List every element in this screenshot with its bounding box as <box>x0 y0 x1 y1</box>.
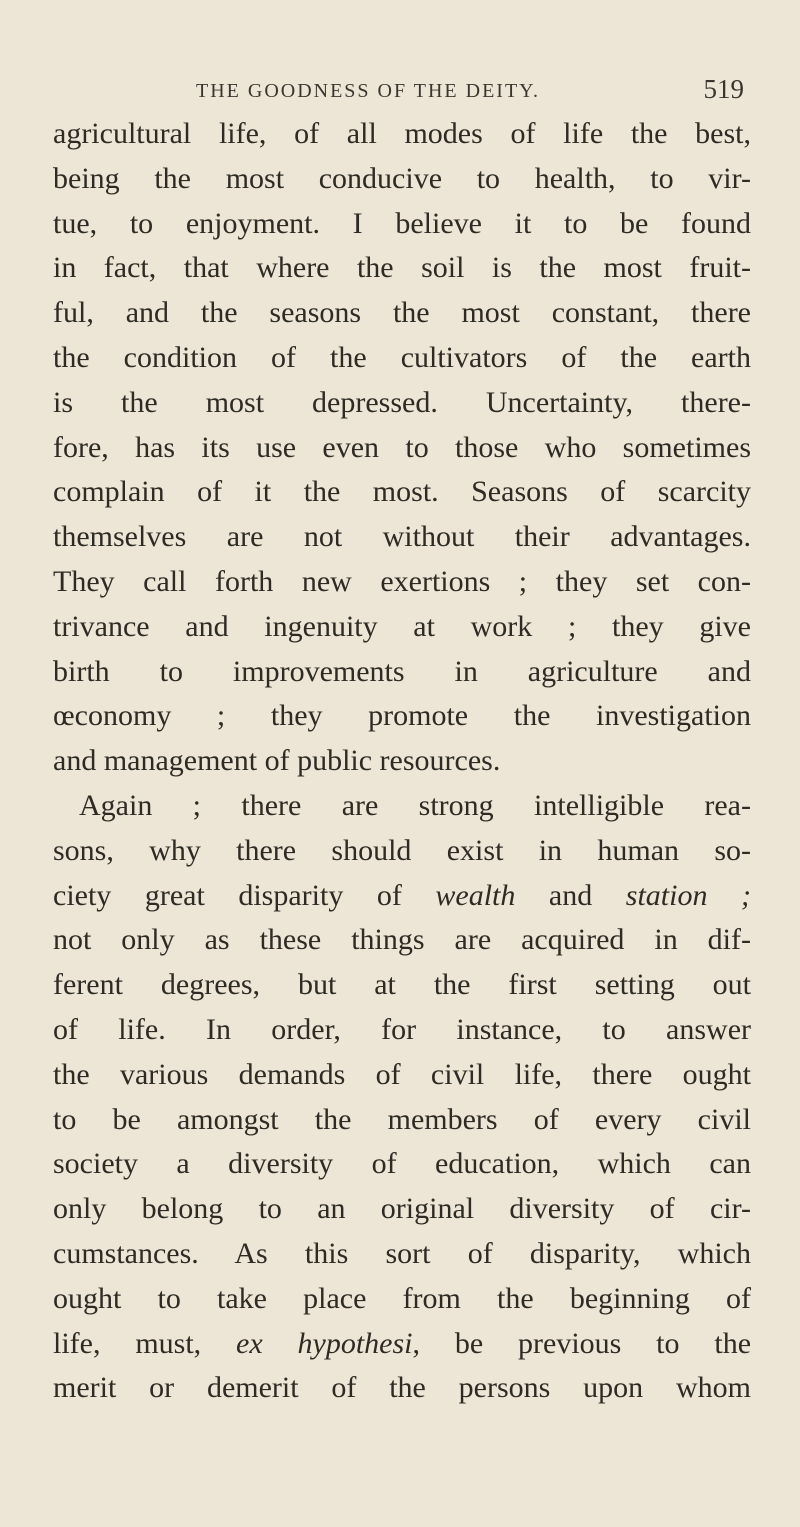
text-line <box>53 1277 751 1322</box>
text-line <box>53 829 751 874</box>
text-segment: ciety great disparity of <box>53 878 436 912</box>
text-segment: being the most conducive to health, to vir- <box>53 161 751 195</box>
text-segment: ful, and the seasons the most constant, there <box>53 296 751 330</box>
text-segment: birth to improvements in agriculture and <box>53 654 751 688</box>
text-segment: complain of it the most. Seasons of scarcity <box>53 475 751 509</box>
text-segment: fore, has its use even to those who sometimes <box>53 430 751 464</box>
text-line <box>53 112 751 157</box>
italic-text: wealth <box>435 878 516 912</box>
text-segment: cumstances. As this sort of disparity, which <box>53 1236 751 1270</box>
text-line <box>53 739 751 784</box>
text-line <box>53 784 751 829</box>
text-segment: society a diversity of education, which can <box>53 1147 751 1181</box>
text-segment: the various demands of civil life, there ought <box>53 1057 751 1091</box>
text-segment: ferent degrees, but at the first setting out <box>53 968 751 1002</box>
text-segment: of life. In order, for instance, to answer <box>53 1012 751 1046</box>
text-line <box>53 246 751 291</box>
text-segment: and management of public resources. <box>53 744 501 778</box>
text-segment: to be amongst the members of every civil <box>53 1102 751 1136</box>
italic-text: station ; <box>625 878 752 912</box>
running-head <box>196 74 746 108</box>
text-line <box>53 336 751 381</box>
text-line <box>53 157 751 202</box>
text-line <box>53 963 751 1008</box>
text-segment: is the most depressed. Uncertainty, there- <box>53 385 751 419</box>
text-segment: life, must, <box>53 1326 237 1360</box>
text-line <box>53 1232 751 1277</box>
text-segment: merit or demerit of the persons upon whom <box>53 1371 751 1405</box>
text-segment: Again ; there are strong intelligible rea- <box>79 788 751 822</box>
italic-text: ex hypothesi <box>236 1326 413 1360</box>
text-line <box>53 605 751 650</box>
text-segment: tue, to enjoyment. I believe it to be found <box>53 206 751 240</box>
text-line <box>53 918 751 963</box>
text-segment: They call forth new exertions ; they set con- <box>53 564 751 598</box>
text-line <box>53 470 751 515</box>
text-segment: ought to take place from the beginning of <box>53 1281 751 1315</box>
text-segment: and <box>515 878 626 912</box>
text-line <box>53 291 751 336</box>
text-line <box>53 694 751 739</box>
text-segment: œconomy ; they promote the investigation <box>53 699 751 733</box>
text-line <box>53 650 751 695</box>
text-segment: , be previous to the <box>412 1326 752 1360</box>
text-line <box>53 1322 751 1367</box>
text-segment: only belong to an original diversity of cir- <box>53 1192 751 1226</box>
text-segment: in fact, that where the soil is the most fruit- <box>53 251 751 285</box>
text-line <box>53 874 751 919</box>
text-line <box>53 381 751 426</box>
text-segment: themselves are not without their advantages. <box>53 520 751 554</box>
text-line <box>53 1098 751 1143</box>
body-text <box>53 112 751 1411</box>
text-segment: sons, why there should exist in human so- <box>53 833 751 867</box>
text-line <box>53 1142 751 1187</box>
text-line <box>53 426 751 471</box>
text-segment: not only as these things are acquired in dif- <box>53 923 751 957</box>
text-segment: agricultural life, of all modes of life the best, <box>53 117 751 150</box>
text-line <box>53 515 751 560</box>
page-number: 519 <box>703 74 744 104</box>
running-title: THE GOODNESS OF THE DEITY. <box>196 80 541 102</box>
text-line <box>53 560 751 605</box>
text-line <box>53 1187 751 1232</box>
text-line <box>53 1053 751 1098</box>
text-segment: trivance and ingenuity at work ; they give <box>53 609 751 643</box>
text-line <box>53 202 751 247</box>
text-line <box>53 1366 751 1411</box>
text-segment: the condition of the cultivators of the earth <box>53 340 751 374</box>
text-line <box>53 1008 751 1053</box>
